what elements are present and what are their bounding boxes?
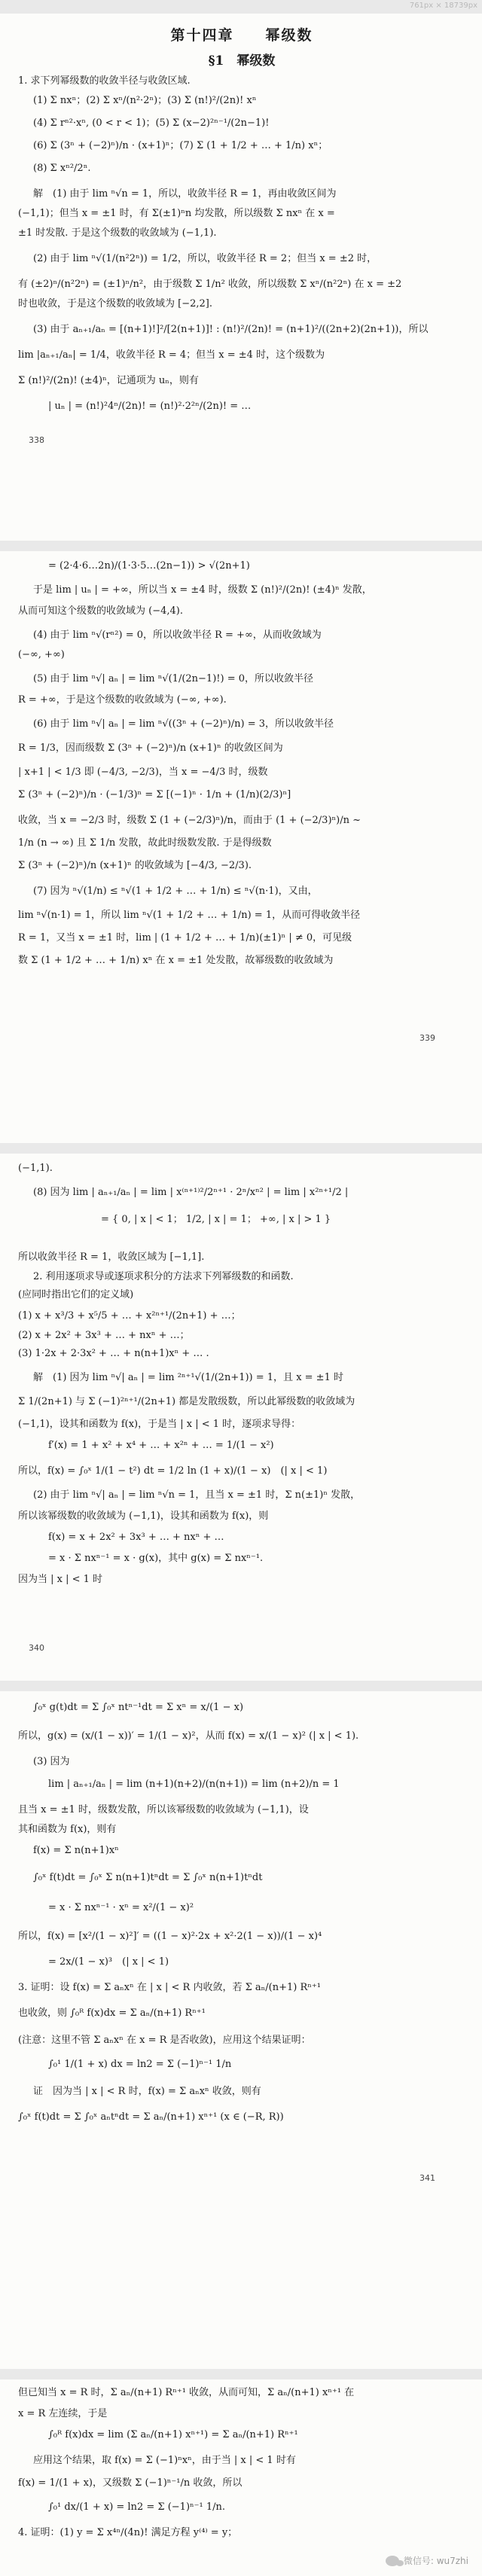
text-line: (−1,1)，设其和函数为 f(x)，于是当 | x | < 1 时，逐项求导得： (18, 1419, 301, 1430)
text-line: 也收敛，则 ∫₀ᴿ f(x)dx = Σ aₙ/(n+1) Rⁿ⁺¹ (18, 2007, 206, 2019)
text-line: Σ (3ⁿ + (−2)ⁿ)/n (x+1)ⁿ 的收敛域为 [−4/3, −2/3). (18, 860, 252, 871)
book-page-3 (0, 1154, 482, 1681)
text-line: 4. 证明：(1) y = Σ x⁴ⁿ/(4n)! 满足方程 y⁽⁴⁾ = y； (18, 2527, 238, 2538)
watermark-text: 微信号: wu7zhi (403, 2556, 468, 2566)
text-line: (2) 由于 lim ⁿ√(1/(n²2ⁿ)) = 1/2，所以，收敛半径 R = 2；但当 x = ±2 时， (33, 253, 377, 264)
text-line: (注意：这里不管 Σ aₙxⁿ 在 x = R 是否收敛)，应用这个结果证明： (18, 2035, 311, 2046)
wechat-icon (386, 2556, 399, 2566)
text-line: = x · Σ nxⁿ⁻¹ · xⁿ = x²/(1 − x)² (48, 1902, 194, 1913)
text-line: 收敛，当 x = −2/3 时，级数 Σ (1 + (−2/3)ⁿ)/n，而由于 (1 + (−2/3)ⁿ)/n ~ (18, 815, 361, 826)
text-line: (3) 由于 aₙ₊₁/aₙ = [(n+1)!]²/[2(n+1)]! : (n!)²/(2n)! = (n+1)²/((2n+2)(2n+1))，所以 (33, 324, 429, 335)
image-size-label: 761px × 18739px (409, 2, 477, 10)
text-line: lim |aₙ₊₁/aₙ| = 1/4，收敛半径 R = 4；但当 x = ±4 时，这个级数为 (18, 349, 325, 361)
text-line: 数 Σ (1 + 1/2 + … + 1/n) xⁿ 在 x = ±1 处发散，故幂级数的收敛域为 (18, 955, 334, 966)
text-line: R = 1/3，因而级数 Σ (3ⁿ + (−2)ⁿ)/n (x+1)ⁿ 的收敛区间为 (18, 742, 283, 754)
text-line: lim ⁿ√(n·1) = 1，所以 lim ⁿ√(1 + 1/2 + … + 1/n) = 1，从而可得收敛半径 (18, 910, 361, 921)
text-line: | x+1 | < 1/3 即 (−4/3, −2/3)，当 x = −4/3 时，级数 (18, 767, 268, 778)
page-number: 339 (419, 1033, 435, 1043)
text-line: ∫₀¹ dx/(1 + x) = ln2 = Σ (−1)ⁿ⁻¹ 1/n. (48, 2501, 225, 2513)
book-page-1 (0, 14, 482, 541)
text-line: 解 (1) 由于 lim ⁿ√n = 1，所以，收敛半径 R = 1，再由收敛区间为 (33, 188, 337, 200)
text-line: ∫₀ᴿ f(x)dx = lim (Σ aₙ/(n+1) xⁿ⁺¹) = Σ aₙ/(n+1) Rⁿ⁺¹ (48, 2429, 298, 2440)
text-line: f(x) = x + 2x² + 3x³ + … + nxⁿ + … (48, 1532, 224, 1543)
text-line: (3) 1·2x + 2·3x² + … + n(n+1)xⁿ + … . (18, 1348, 209, 1359)
text-line: 应用这个结果，取 f(x) = Σ (−1)ⁿxⁿ，由于当 | x | < 1 时有 (33, 2455, 296, 2466)
text-line: 所以收敛半径 R = 1，收敛区域为 [−1,1]. (18, 1251, 205, 1263)
chapter-title: 第十四章 幂级数 (170, 27, 313, 44)
text-line: | uₙ | = (n!)²4ⁿ/(2n)! = (n!)²·2²ⁿ/(2n)! = … (48, 401, 252, 412)
text-line: f′(x) = 1 + x² + x⁴ + … + x²ⁿ + … = 1/(1 − x²) (48, 1440, 274, 1451)
text-line: lim | aₙ₊₁/aₙ | = lim (n+1)(n+2)/(n(n+1)) = lim (n+2)/n = 1 (48, 1779, 340, 1790)
text-line: (8) Σ xⁿ²/2ⁿ. (33, 163, 91, 174)
text-line: 证 因为当 | x | < R 时，f(x) = Σ aₙxⁿ 收敛，则有 (33, 2086, 261, 2097)
text-line: f(x) = 1/(1 + x)，又级数 Σ (−1)ⁿ⁻¹/n 收敛，所以 (18, 2477, 243, 2489)
text-line: (3) 因为 (33, 1756, 70, 1767)
text-line: (−1,1)；但当 x = ±1 时，有 Σ(±1)ⁿn 均发散，所以级数 Σ nxⁿ 在 x = (18, 208, 335, 219)
page-number: 340 (29, 1643, 44, 1653)
text-line: 时也收敛，于是这个级数的收敛域为 [−2,2]. (18, 298, 212, 309)
book-page-5 (0, 2379, 482, 2576)
text-line: 有 (±2)ⁿ/(n²2ⁿ) = (±1)ⁿ/n²，由于级数 Σ 1/n² 收敛，所以级数 Σ xⁿ/(n²2ⁿ) 在 x = ±2 (18, 279, 402, 290)
text-line: = x · Σ nxⁿ⁻¹ = x · g(x)，其中 g(x) = Σ nxⁿ⁻¹. (48, 1553, 264, 1564)
text-line: x = R 左连续，于是 (18, 2408, 108, 2419)
text-line: ∫₀ˣ f(t)dt = ∫₀ˣ Σ n(n+1)tⁿdt = Σ ∫₀ˣ n(n+1)tⁿdt (33, 1872, 263, 1883)
text-line: 因为当 | x | < 1 时 (18, 1574, 103, 1585)
text-line: (−1,1). (18, 1163, 53, 1174)
text-line: (1) Σ nxⁿ；(2) Σ xⁿ/(n²·2ⁿ)；(3) Σ (n!)²/(2n)! xⁿ (33, 95, 257, 106)
text-line: 于是 lim | uₙ | = +∞，所以当 x = ±4 时，级数 Σ (n!)²/(2n)! (±4)ⁿ 发散， (33, 584, 372, 596)
text-line: 3. 证明：设 f(x) = Σ aₙxⁿ 在 | x | < R 内收敛，若 Σ aₙ/(n+1) Rⁿ⁺¹ (18, 1982, 321, 1993)
text-line: ∫₀ˣ g(t)dt = Σ ∫₀ˣ ntⁿ⁻¹dt = Σ xⁿ = x/(1 − x) (33, 1702, 244, 1713)
text-line: Σ 1/(2n+1) 与 Σ (−1)²ⁿ⁺¹/(2n+1) 都是发散级数，所以此幂级数的收敛域为 (18, 1396, 355, 1407)
text-line: 其和函数为 f(x)，则有 (18, 1824, 117, 1835)
text-line: = (2·4·6…2n)/(1·3·5…(2n−1)) > √(2n+1) (48, 560, 250, 572)
text-line: (应同时指出它们的定义域) (18, 1289, 134, 1300)
text-line: 但已知当 x = R 时，Σ aₙ/(n+1) Rⁿ⁺¹ 收敛，从而可知，Σ aₙ/(n+1) xⁿ⁺¹ 在 (18, 2387, 355, 2398)
text-line: 1. 求下列幂级数的收敛半径与收敛区域. (18, 75, 191, 87)
text-line: 1/n (n → ∞) 且 Σ 1/n 发散，故此时级数发散. 于是得级数 (18, 837, 272, 849)
book-page-4 (0, 1691, 482, 2369)
text-line: Σ (3ⁿ + (−2)ⁿ)/n · (−1/3)ⁿ = Σ [(−1)ⁿ · 1/n + (1/n)(2/3)ⁿ] (18, 789, 291, 800)
text-line: = 2x/(1 − x)³ (| x | < 1) (48, 1956, 169, 1968)
wechat-watermark (386, 2554, 468, 2567)
text-line: (4) 由于 lim ⁿ√(rⁿ²) = 0，所以收敛半径 R = +∞，从而收敛域为 (33, 630, 322, 641)
text-line: (6) Σ (3ⁿ + (−2)ⁿ)/n · (x+1)ⁿ；(7) Σ (1 + 1/2 + … + 1/n) xⁿ； (33, 140, 328, 151)
text-line: Σ (n!)²/(2n)! (±4)ⁿ，记通项为 uₙ，则有 (18, 375, 199, 386)
text-line: 且当 x = ±1 时，级数发散，所以该幂级数的收敛域为 (−1,1)，设 (18, 1804, 309, 1815)
book-page-2 (0, 551, 482, 1143)
text-line: (7) 因为 ⁿ√(1/n) ≤ ⁿ√(1 + 1/2 + … + 1/n) ≤ ⁿ√(n·1)，又由， (33, 886, 318, 897)
text-line: (1) x + x³/3 + x⁵/5 + … + x²ⁿ⁺¹/(2n+1) + …； (18, 1310, 241, 1322)
text-line: (5) 由于 lim ⁿ√| aₙ | = lim ⁿ√(1/(2n−1)!) = 0，所以收敛半径 (33, 673, 313, 684)
text-line: f(x) = Σ n(n+1)xⁿ (33, 1845, 119, 1856)
text-line: 所以，f(x) = [x²/(1 − x)²]′ = ((1 − x)²·2x + x²·2(1 − x))/(1 − x)⁴ (18, 1931, 322, 1942)
text-line: R = 1，又当 x = ±1 时，lim | (1 + 1/2 + … + 1/n)(±1)ⁿ | ≠ 0，可见级 (18, 932, 352, 944)
text-line: (8) 因为 lim | aₙ₊₁/aₙ | = lim | x⁽ⁿ⁺¹⁾²/2ⁿ⁺¹ · 2ⁿ/xⁿ² | = lim | x²ⁿ⁺¹/2 | (33, 1187, 349, 1198)
text-line: 从而可知这个级数的收敛域为 (−4,4). (18, 605, 183, 617)
text-line: 所以该幂级数的收敛域为 (−1,1)，设其和函数为 f(x)，则 (18, 1511, 269, 1522)
text-line: (−∞, +∞) (18, 649, 65, 660)
text-line: 所以，f(x) = ∫₀ˣ 1/(1 − t²) dt = 1/2 ln (1 + x)/(1 − x) (| x | < 1) (18, 1465, 328, 1477)
text-line: R = +∞，于是这个级数的收敛域为 (−∞, +∞). (18, 694, 227, 706)
text-line: ∫₀ˣ f(t)dt = Σ ∫₀ˣ aₙtⁿdt = Σ aₙ/(n+1) xⁿ⁺¹ (x ∈ (−R, R)) (18, 2111, 284, 2123)
text-line: 解 (1) 因为 lim ⁿ√| aₙ | = lim ²ⁿ⁺¹√(1/(2n+1)) = 1，且 x = ±1 时 (33, 1372, 343, 1383)
page-number: 341 (419, 2173, 435, 2183)
section-title: §1 幂级数 (208, 53, 276, 69)
text-line: (6) 由于 lim ⁿ√| aₙ | = lim ⁿ√((3ⁿ + (−2)ⁿ)/n) = 3，所以收敛半径 (33, 718, 334, 730)
text-line: ∫₀¹ 1/(1 + x) dx = ln2 = Σ (−1)ⁿ⁻¹ 1/n (48, 2059, 232, 2070)
text-line: (2) x + 2x² + 3x³ + … + nxⁿ + …； (18, 1330, 190, 1341)
text-line: ±1 时发散. 于是这个级数的收敛域为 (−1,1). (18, 227, 217, 239)
text-line: (2) 由于 lim ⁿ√| aₙ | = lim ⁿ√n = 1，且当 x = ±1 时，Σ n(±1)ⁿ 发散， (33, 1489, 361, 1501)
text-line: 2. 利用逐项求导或逐项求积分的方法求下列幂级数的和函数. (33, 1271, 294, 1282)
text-line: = { 0, | x | < 1； 1/2, | x | = 1； +∞, | x | > 1 } (101, 1214, 331, 1225)
text-line: 所以，g(x) = (x/(1 − x))′ = 1/(1 − x)²，从而 f(x) = x/(1 − x)² (| x | < 1). (18, 1730, 359, 1742)
page-number: 338 (29, 435, 44, 445)
text-line: (4) Σ rⁿ²·xⁿ, (0 < r < 1)；(5) Σ (x−2)²ⁿ⁻¹/(2n−1)! (33, 117, 270, 129)
